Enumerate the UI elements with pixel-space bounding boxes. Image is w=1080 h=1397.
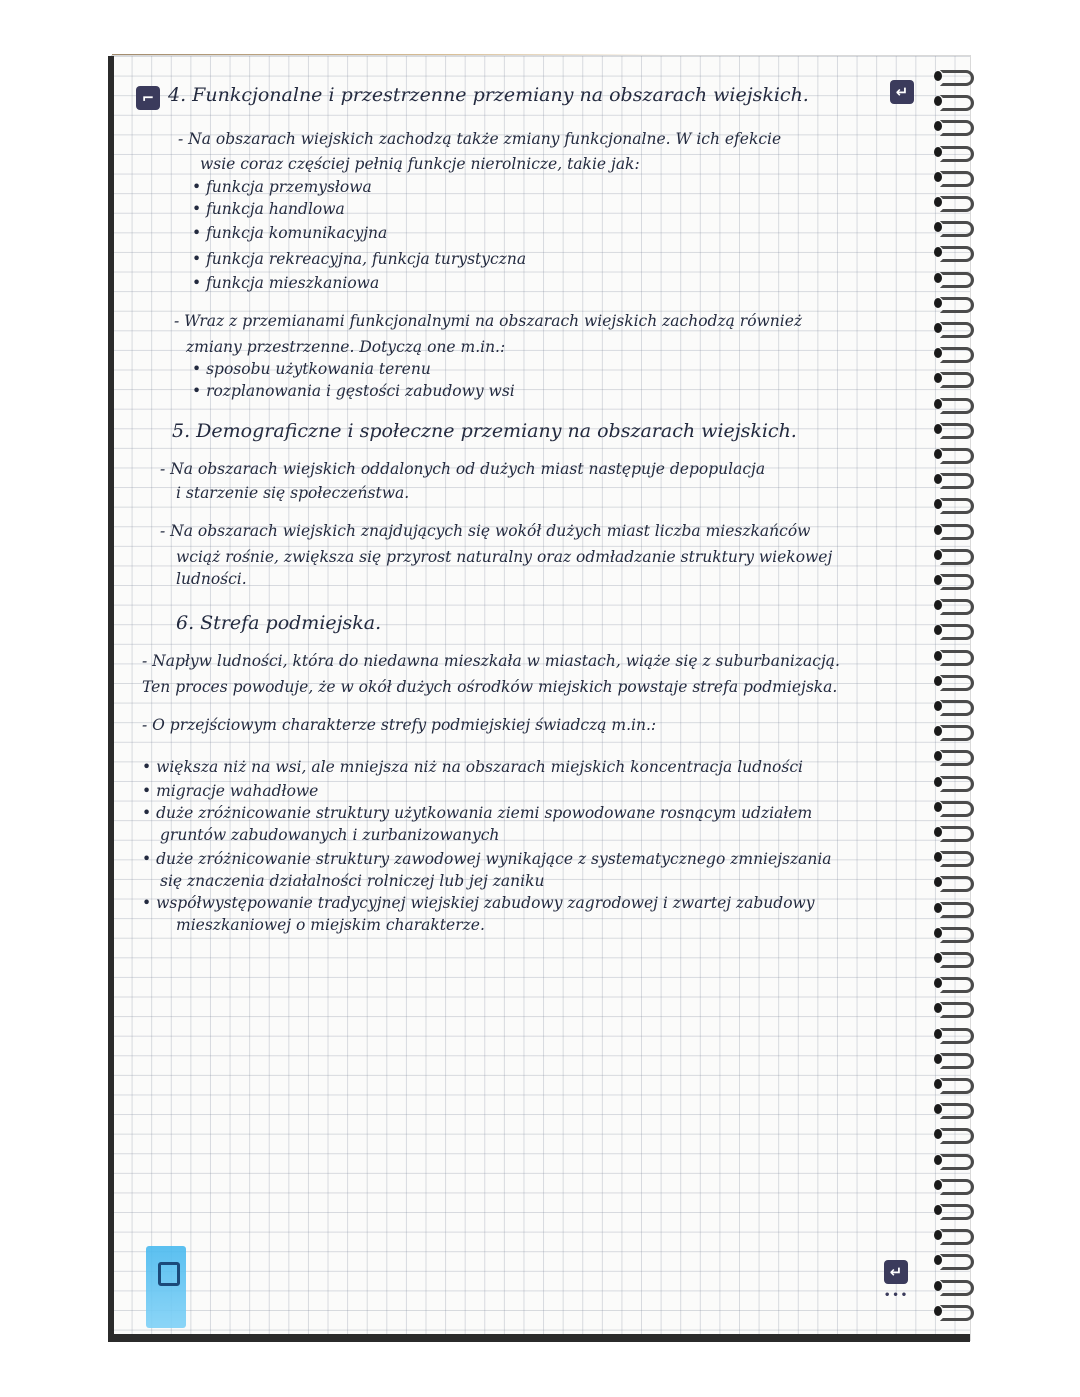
page-bottom-edge	[108, 1334, 970, 1342]
list-item: • duże zróżnicowanie struktury zawodowej wynikające z systematycznego zmniejszania	[142, 850, 832, 868]
spiral-ring	[940, 801, 974, 817]
list-item: • współwystępowanie tradycyjnej wiejskiej zabudowy zagrodowej i zwartej zabudowy	[142, 894, 815, 912]
section-4-paragraph-2-line-2: zmiany przestrzenne. Dotyczą one m.in.:	[186, 338, 506, 356]
spiral-ring	[940, 574, 974, 590]
spiral-ring	[940, 347, 974, 363]
spiral-ring	[940, 171, 974, 187]
list-item-continuation: się znaczenia działalności rolniczej lub jej zaniku	[160, 872, 545, 890]
section-6-paragraph-1-line-1: - Napływ ludności, która do niedawna mieszkała w miastach, wiąże się z suburbanizacją.	[142, 652, 840, 670]
spiral-ring	[940, 246, 974, 262]
spiral-ring	[940, 675, 974, 691]
blue-page-tab	[146, 1246, 186, 1328]
spiral-ring	[940, 624, 974, 640]
list-item-continuation: mieszkaniowej o miejskim charakterze.	[176, 916, 485, 934]
notebook-page	[112, 56, 970, 1340]
spiral-ring	[940, 95, 974, 111]
spiral-ring	[940, 1002, 974, 1018]
tab-logo-icon	[158, 1262, 180, 1286]
spiral-ring	[940, 1154, 974, 1170]
spiral-ring	[940, 876, 974, 892]
list-item: • funkcja mieszkaniowa	[192, 274, 380, 292]
spiral-ring	[940, 977, 974, 993]
spiral-ring	[940, 196, 974, 212]
list-item-continuation: gruntów zabudowanych i zurbanizowanych	[160, 826, 500, 844]
spiral-ring	[940, 725, 974, 741]
spiral-ring	[940, 297, 974, 313]
spiral-ring	[940, 599, 974, 615]
spiral-ring	[940, 826, 974, 842]
spiral-ring	[940, 423, 974, 439]
corner-badge-top-left-icon: ⌐	[136, 86, 160, 110]
section-5-paragraph-2-line-3: ludności.	[176, 570, 247, 588]
list-item: • duże zróżnicowanie struktury użytkowania ziemi spowodowane rosnącym udziałem	[142, 804, 813, 822]
spiral-ring	[940, 549, 974, 565]
list-item: • funkcja komunikacyjna	[192, 224, 388, 242]
spiral-ring	[940, 1053, 974, 1069]
section-5-paragraph-1-line-2: i starzenie się społeczeństwa.	[176, 484, 410, 502]
spiral-ring	[940, 272, 974, 288]
spiral-ring	[940, 1254, 974, 1270]
spiral-ring	[940, 650, 974, 666]
corner-badge-bottom-right-icon: ↵	[884, 1260, 908, 1284]
spiral-ring	[940, 398, 974, 414]
spiral-ring	[940, 1078, 974, 1094]
section-5-paragraph-1-line-1: - Na obszarach wiejskich oddalonych od dużych miast następuje depopulacja	[160, 460, 766, 478]
section-4-title: 4. Funkcjonalne i przestrzenne przemiany na obszarach wiejskich.	[168, 84, 809, 106]
spiral-ring	[940, 927, 974, 943]
spiral-ring	[940, 750, 974, 766]
spiral-ring	[940, 700, 974, 716]
spiral-ring	[940, 1028, 974, 1044]
spiral-ring	[940, 952, 974, 968]
section-6-title: 6. Strefa podmiejska.	[176, 612, 382, 634]
section-5-paragraph-2-line-1: - Na obszarach wiejskich znajdujących się wokół dużych miast liczba mieszkańców	[160, 522, 811, 540]
spiral-binding	[940, 70, 974, 1330]
spiral-ring	[940, 524, 974, 540]
section-4-paragraph-1-line-1: - Na obszarach wiejskich zachodzą także zmiany funkcjonalne. W ich efekcie	[178, 130, 782, 148]
list-item: • sposobu użytkowania terenu	[192, 360, 431, 378]
section-5-title: 5. Demograficzne i społeczne przemiany na obszarach wiejskich.	[172, 420, 797, 442]
spiral-ring	[940, 448, 974, 464]
spiral-ring	[940, 776, 974, 792]
list-item: • migracje wahadłowe	[142, 782, 319, 800]
list-item: • większa niż na wsi, ale mniejsza niż na obszarach miejskich koncentracja ludności	[142, 758, 803, 776]
spiral-ring	[940, 322, 974, 338]
spiral-ring	[940, 372, 974, 388]
spiral-ring	[940, 146, 974, 162]
spiral-ring	[940, 473, 974, 489]
corner-badge-top-right-icon: ↵	[890, 80, 914, 104]
spiral-ring	[940, 851, 974, 867]
spiral-ring	[940, 1179, 974, 1195]
spiral-ring	[940, 1305, 974, 1321]
spiral-ring	[940, 1103, 974, 1119]
list-item: • funkcja handlowa	[192, 200, 345, 218]
spiral-ring	[940, 120, 974, 136]
section-6-paragraph-1-line-2: Ten proces powoduje, że w okół dużych ośrodków miejskich powstaje strefa podmiejska.	[142, 678, 838, 696]
spiral-ring	[940, 1229, 974, 1245]
section-6-paragraph-2-line-1: - O przejściowym charakterze strefy podmiejskiej świadczą m.in.:	[142, 716, 657, 734]
spiral-ring	[940, 1204, 974, 1220]
list-item: • funkcja przemysłowa	[192, 178, 372, 196]
page-left-edge	[108, 56, 114, 1340]
spiral-ring	[940, 1280, 974, 1296]
spiral-ring	[940, 70, 974, 86]
spiral-ring	[940, 221, 974, 237]
spiral-ring	[940, 1128, 974, 1144]
list-item: • funkcja rekreacyjna, funkcja turystyczna	[192, 250, 527, 268]
spiral-ring	[940, 902, 974, 918]
section-4-paragraph-2-line-1: - Wraz z przemianami funkcjonalnymi na obszarach wiejskich zachodzą również	[174, 312, 803, 330]
dots-icon: •••	[884, 1290, 910, 1301]
spiral-ring	[940, 498, 974, 514]
section-5-paragraph-2-line-2: wciąż rośnie, zwiększa się przyrost naturalny oraz odmładzanie struktury wiekowej	[176, 548, 833, 566]
section-4-paragraph-1-line-2: wsie coraz częściej pełnią funkcje nierolnicze, takie jak:	[200, 155, 640, 173]
list-item: • rozplanowania i gęstości zabudowy wsi	[192, 382, 515, 400]
